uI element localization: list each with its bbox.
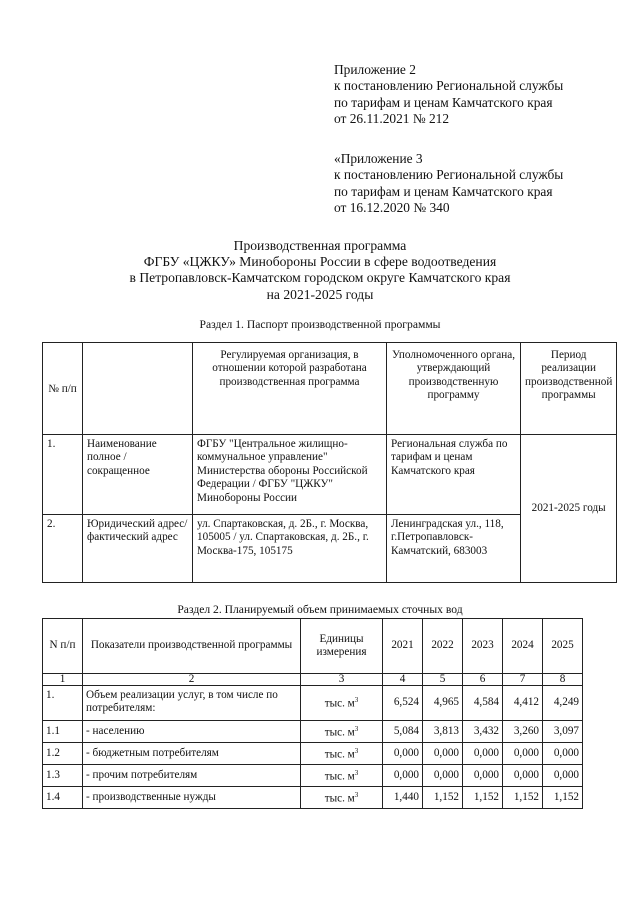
column-index: 3: [301, 674, 383, 686]
row-value: 3,260: [503, 721, 543, 743]
row-value: 1,152: [503, 787, 543, 809]
unit-sup: 3: [354, 696, 359, 705]
row-value: 0,000: [423, 765, 463, 787]
row-value: 1,152: [423, 787, 463, 809]
row-num: 1.2: [43, 743, 83, 765]
row-value: 0,000: [503, 743, 543, 765]
row-label: Юридический адрес/ фактический адрес: [83, 515, 193, 583]
unit-sup: 3: [354, 746, 359, 755]
row-unit: [301, 765, 383, 787]
volume-row: [43, 765, 583, 787]
passport-header-row: [43, 343, 617, 435]
header-year: 2023: [463, 619, 503, 674]
row-value: 0,000: [543, 743, 583, 765]
row-value: 0,000: [383, 765, 423, 787]
unit-sup: 3: [354, 790, 359, 799]
row-value: 1,440: [383, 787, 423, 809]
header-period: Период реализации производственной программы: [521, 343, 617, 435]
volume-header-row: [43, 619, 583, 674]
row-label: - бюджетным потребителям: [83, 743, 301, 765]
unit-base: тыс. м: [324, 726, 355, 739]
row-value: 3,813: [423, 721, 463, 743]
row-label: Объем реализации услуг, в том числе по потребителям:: [83, 686, 301, 721]
row-authority: Региональная служба по тарифам и ценам Камчатского края: [387, 435, 521, 515]
passport-table: [42, 342, 617, 583]
row-value: 0,000: [383, 743, 423, 765]
row-num: 1.: [43, 686, 83, 721]
row-value: 0,000: [543, 765, 583, 787]
header-year: 2022: [423, 619, 463, 674]
title-line: на 2021-2025 годы: [266, 286, 374, 302]
row-label: - населению: [83, 721, 301, 743]
row-unit: [301, 686, 383, 721]
row-num: 1.4: [43, 787, 83, 809]
column-index: 4: [383, 674, 423, 686]
row-value: 4,249: [543, 686, 583, 721]
header-authority: Уполномоченного органа, утверждающий производственную программу: [387, 343, 521, 435]
title-line: Производственная программа: [233, 238, 407, 253]
volume-row: [43, 686, 583, 721]
volume-table: [42, 618, 583, 809]
period-value: 2021-2025 годы: [521, 435, 617, 583]
row-value: 4,965: [423, 686, 463, 721]
unit-base: тыс. м: [324, 792, 355, 805]
section-2-caption: Раздел 2. Планируемый объем принимаемых сточных вод: [177, 603, 463, 616]
column-index: 7: [503, 674, 543, 686]
header-org: Регулируемая организация, в отношении которой разработана производственная программа: [193, 343, 387, 435]
appendix-2-line: по тарифам и ценам Камчатского края: [334, 94, 553, 110]
volume-row: [43, 721, 583, 743]
appendix-3-block: [334, 151, 624, 217]
row-value: 0,000: [463, 743, 503, 765]
column-index: 1: [43, 674, 83, 686]
row-num: 1.3: [43, 765, 83, 787]
row-value: 1,152: [463, 787, 503, 809]
row-label: - производственные нужды: [83, 787, 301, 809]
appendix-3-line: по тарифам и ценам Камчатского края: [334, 183, 553, 199]
row-unit: [301, 721, 383, 743]
appendix-2-block: [334, 62, 624, 128]
header-num: N п/п: [43, 619, 83, 674]
row-label: - прочим потребителям: [83, 765, 301, 787]
volume-row: [43, 787, 583, 809]
unit-base: тыс. м: [324, 748, 355, 761]
unit-sup: 3: [354, 724, 359, 733]
row-label: Наименование полное / сокращенное: [83, 435, 193, 515]
row-value: 1,152: [543, 787, 583, 809]
unit-base: тыс. м: [324, 698, 355, 711]
unit-sup: 3: [354, 768, 359, 777]
row-value: 6,524: [383, 686, 423, 721]
row-num: 1.1: [43, 721, 83, 743]
header-year: 2021: [383, 619, 423, 674]
row-value: 0,000: [503, 765, 543, 787]
row-value: 5,084: [383, 721, 423, 743]
column-index: 6: [463, 674, 503, 686]
appendix-3-line: «Приложение 3: [334, 151, 423, 166]
passport-row: [43, 435, 617, 515]
row-num: 2.: [43, 515, 83, 583]
row-value: 0,000: [423, 743, 463, 765]
row-unit: [301, 743, 383, 765]
column-index: 8: [543, 674, 583, 686]
row-value: 3,097: [543, 721, 583, 743]
title-line: в Петропавловск-Камчатском городском округе Камчатского края: [129, 270, 511, 286]
row-unit: [301, 787, 383, 809]
column-index: 2: [83, 674, 301, 686]
header-year: 2024: [503, 619, 543, 674]
row-authority: Ленинградская ул., 118, г.Петропавловск-Камчатский, 683003: [387, 515, 521, 583]
section-1-caption: Раздел 1. Паспорт производственной программы: [199, 318, 441, 331]
column-index-row: [43, 674, 583, 686]
header-unit: Единицы измерения: [301, 619, 383, 674]
header-year: 2025: [543, 619, 583, 674]
row-value: 4,412: [503, 686, 543, 721]
appendix-3-line: к постановлению Региональной службы: [334, 167, 564, 183]
row-org: ул. Спартаковская, д. 2Б., г. Москва, 105005 / ул. Спартаковская, д. 2Б., г. Москва-175, 105175: [193, 515, 387, 583]
header-num: № п/п: [43, 343, 83, 435]
row-value: 4,584: [463, 686, 503, 721]
title-line: ФГБУ «ЦЖКУ» Минобороны России в сфере водоотведения: [143, 254, 497, 270]
row-org: ФГБУ "Центральное жилищно-коммунальное управление" Министерства обороны Российской Федерации / ФГБУ "ЦЖКУ" Минобороны России: [193, 435, 387, 515]
column-index: 5: [423, 674, 463, 686]
volume-row: [43, 743, 583, 765]
appendix-2-line: от 26.11.2021 № 212: [334, 111, 450, 127]
appendix-3-line: от 16.12.2020 № 340: [334, 200, 450, 216]
unit-base: тыс. м: [324, 770, 355, 783]
header-blank: [83, 343, 193, 435]
header-indicator: Показатели производственной программы: [83, 619, 301, 674]
appendix-2-line: Приложение 2: [334, 62, 416, 77]
row-num: 1.: [43, 435, 83, 515]
row-value: 3,432: [463, 721, 503, 743]
document-title: [20, 238, 620, 303]
row-value: 0,000: [463, 765, 503, 787]
appendix-2-line: к постановлению Региональной службы: [334, 78, 564, 94]
